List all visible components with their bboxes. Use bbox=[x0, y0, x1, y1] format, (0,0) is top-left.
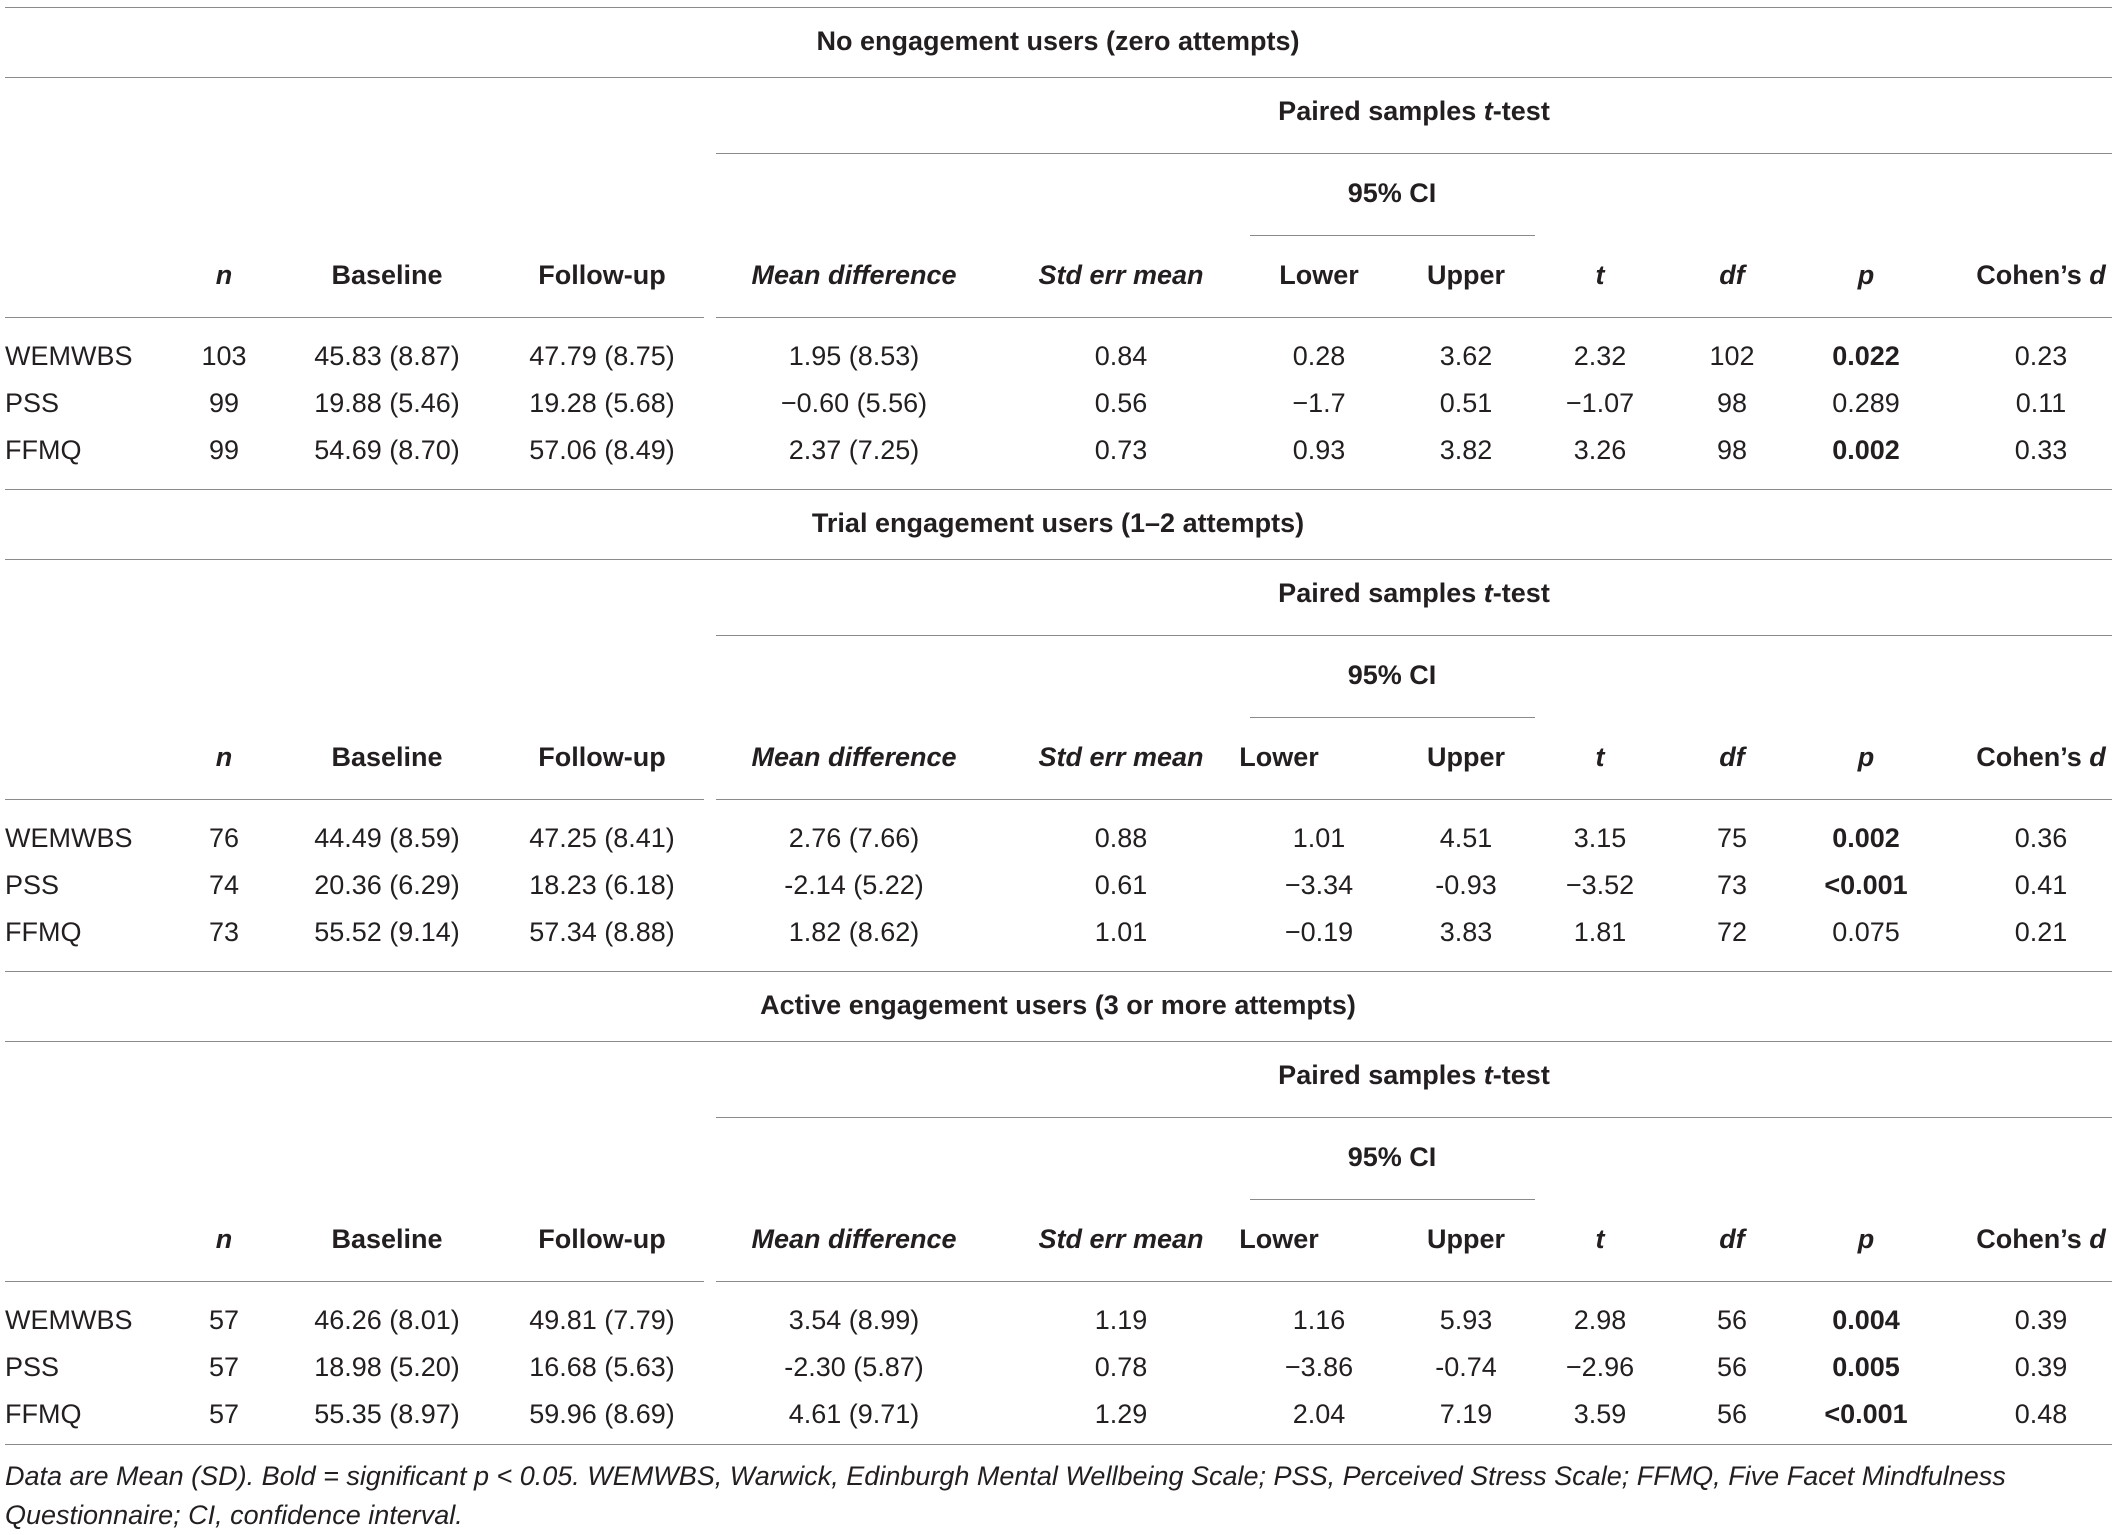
paired-ttest-header: Paired samples t-test bbox=[1278, 96, 1550, 126]
paired-rule bbox=[716, 153, 2112, 154]
col-header-p: p bbox=[1857, 742, 1875, 772]
cell-cohen: 0.33 bbox=[2014, 435, 2068, 465]
cell-baseline: 46.26 (8.01) bbox=[314, 1305, 460, 1335]
col-header-meandiff: Mean difference bbox=[751, 742, 957, 772]
cell-p: <0.001 bbox=[1824, 1399, 1908, 1429]
cell-p: <0.001 bbox=[1824, 870, 1908, 900]
cell-df: 56 bbox=[1716, 1399, 1748, 1429]
col-header-lower: Lower bbox=[1279, 260, 1359, 290]
table-bottom-rule bbox=[5, 1444, 2112, 1445]
cell-meandiff: −0.60 (5.56) bbox=[780, 388, 928, 418]
cell-n: 99 bbox=[208, 435, 240, 465]
header-rule-left bbox=[5, 317, 704, 318]
col-header-t: t bbox=[1595, 260, 1605, 290]
cell-followup: 16.68 (5.63) bbox=[529, 1352, 675, 1382]
col-header-lower: Lower bbox=[1239, 1224, 1319, 1254]
row-label: FFMQ bbox=[5, 435, 82, 465]
cell-upper: 5.93 bbox=[1439, 1305, 1493, 1335]
col-header-df: df bbox=[1719, 742, 1745, 772]
cell-cohen: 0.36 bbox=[2014, 823, 2068, 853]
col-header-followup: Follow-up bbox=[538, 742, 666, 772]
col-header-upper: Upper bbox=[1426, 1224, 1506, 1254]
col-header-cohen: Cohen’s d bbox=[1976, 1224, 2106, 1254]
row-label: PSS bbox=[5, 1352, 60, 1382]
ci-rule bbox=[1250, 717, 1535, 718]
cell-baseline: 54.69 (8.70) bbox=[314, 435, 460, 465]
paired-rule bbox=[716, 1117, 2112, 1118]
cell-lower: 1.01 bbox=[1292, 823, 1346, 853]
col-header-n: n bbox=[215, 260, 233, 290]
section-top-rule bbox=[5, 489, 2112, 490]
cell-meandiff: 4.61 (9.71) bbox=[788, 1399, 920, 1429]
section-title-rule bbox=[5, 77, 2112, 78]
section-top-rule bbox=[5, 971, 2112, 972]
cell-upper: -0.74 bbox=[1435, 1352, 1497, 1382]
cell-p: 0.022 bbox=[1832, 341, 1900, 371]
col-header-baseline: Baseline bbox=[331, 1224, 443, 1254]
cell-n: 57 bbox=[208, 1399, 240, 1429]
header-rule-left bbox=[5, 799, 704, 800]
cell-df: 98 bbox=[1716, 435, 1748, 465]
cell-upper: 0.51 bbox=[1439, 388, 1493, 418]
col-header-followup: Follow-up bbox=[538, 260, 666, 290]
cell-t: 2.98 bbox=[1573, 1305, 1627, 1335]
cell-lower: −1.7 bbox=[1292, 388, 1346, 418]
col-header-cohen: Cohen’s d bbox=[1976, 260, 2106, 290]
col-header-meandiff: Mean difference bbox=[751, 1224, 957, 1254]
cell-cohen: 0.48 bbox=[2014, 1399, 2068, 1429]
cell-upper: -0.93 bbox=[1435, 870, 1497, 900]
cell-stderr: 1.19 bbox=[1094, 1305, 1148, 1335]
cell-baseline: 19.88 (5.46) bbox=[314, 388, 460, 418]
cell-cohen: 0.39 bbox=[2014, 1352, 2068, 1382]
col-header-n: n bbox=[215, 742, 233, 772]
cell-followup: 47.79 (8.75) bbox=[529, 341, 675, 371]
cell-lower: −3.34 bbox=[1284, 870, 1354, 900]
cell-meandiff: 2.37 (7.25) bbox=[788, 435, 920, 465]
cell-baseline: 55.35 (8.97) bbox=[314, 1399, 460, 1429]
col-header-followup: Follow-up bbox=[538, 1224, 666, 1254]
cell-stderr: 1.29 bbox=[1094, 1399, 1148, 1429]
cell-baseline: 18.98 (5.20) bbox=[314, 1352, 460, 1382]
col-header-p: p bbox=[1857, 1224, 1875, 1254]
cell-cohen: 0.23 bbox=[2014, 341, 2068, 371]
cell-n: 57 bbox=[208, 1352, 240, 1382]
cell-df: 73 bbox=[1716, 870, 1748, 900]
cell-cohen: 0.21 bbox=[2014, 917, 2068, 947]
cell-p: 0.075 bbox=[1832, 917, 1900, 947]
cell-followup: 47.25 (8.41) bbox=[529, 823, 675, 853]
cell-upper: 7.19 bbox=[1439, 1399, 1493, 1429]
cell-followup: 49.81 (7.79) bbox=[529, 1305, 675, 1335]
col-header-upper: Upper bbox=[1426, 260, 1506, 290]
paired-rule bbox=[716, 635, 2112, 636]
row-label: PSS bbox=[5, 388, 60, 418]
cell-baseline: 45.83 (8.87) bbox=[314, 341, 460, 371]
col-header-meandiff: Mean difference bbox=[751, 260, 957, 290]
row-label: PSS bbox=[5, 870, 60, 900]
section-title-rule bbox=[5, 1041, 2112, 1042]
col-header-df: df bbox=[1719, 1224, 1745, 1254]
cell-df: 75 bbox=[1716, 823, 1748, 853]
cell-cohen: 0.39 bbox=[2014, 1305, 2068, 1335]
cell-followup: 18.23 (6.18) bbox=[529, 870, 675, 900]
cell-stderr: 0.84 bbox=[1094, 341, 1148, 371]
cell-n: 57 bbox=[208, 1305, 240, 1335]
col-header-cohen: Cohen’s d bbox=[1976, 742, 2106, 772]
ci-header: 95% CI bbox=[1347, 1142, 1437, 1172]
section-title-rule bbox=[5, 559, 2112, 560]
section-top-rule bbox=[5, 7, 2112, 8]
header-rule-right bbox=[716, 799, 2112, 800]
cell-stderr: 0.56 bbox=[1094, 388, 1148, 418]
cell-lower: 0.28 bbox=[1292, 341, 1346, 371]
cell-stderr: 1.01 bbox=[1094, 917, 1148, 947]
row-label: WEMWBS bbox=[5, 823, 133, 853]
cell-n: 76 bbox=[208, 823, 240, 853]
table-footnote: Data are Mean (SD). Bold = significant p < 0.05. WEMWBS, Warwick, Edinburgh Mental Wellbeing Scale; PSS, Perceived Stress Scale; FFMQ, Five Facet Mindfulness Questionnaire; CI, confidence interval. bbox=[5, 1461, 2006, 1530]
cell-upper: 4.51 bbox=[1439, 823, 1493, 853]
cell-cohen: 0.11 bbox=[2015, 388, 2067, 418]
cell-stderr: 0.78 bbox=[1094, 1352, 1148, 1382]
col-header-baseline: Baseline bbox=[331, 742, 443, 772]
cell-followup: 19.28 (5.68) bbox=[529, 388, 675, 418]
row-label: WEMWBS bbox=[5, 341, 133, 371]
col-header-stderr: Std err mean bbox=[1038, 260, 1204, 290]
cell-lower: 2.04 bbox=[1292, 1399, 1346, 1429]
cell-t: 2.32 bbox=[1573, 341, 1627, 371]
col-header-t: t bbox=[1595, 1224, 1605, 1254]
cell-n: 74 bbox=[208, 870, 240, 900]
row-label: FFMQ bbox=[5, 917, 82, 947]
header-rule-left bbox=[5, 1281, 704, 1282]
cell-p: 0.002 bbox=[1832, 435, 1900, 465]
cell-t: 1.81 bbox=[1573, 917, 1627, 947]
cell-meandiff: 2.76 (7.66) bbox=[788, 823, 920, 853]
header-rule-right bbox=[716, 317, 2112, 318]
cell-baseline: 44.49 (8.59) bbox=[314, 823, 460, 853]
col-header-lower: Lower bbox=[1239, 742, 1319, 772]
cell-baseline: 55.52 (9.14) bbox=[314, 917, 460, 947]
col-header-stderr: Std err mean bbox=[1038, 1224, 1204, 1254]
cell-baseline: 20.36 (6.29) bbox=[314, 870, 460, 900]
cell-t: 3.15 bbox=[1573, 823, 1627, 853]
ci-header: 95% CI bbox=[1347, 178, 1437, 208]
paired-ttest-header: Paired samples t-test bbox=[1278, 578, 1550, 608]
cell-followup: 59.96 (8.69) bbox=[529, 1399, 675, 1429]
col-header-stderr: Std err mean bbox=[1038, 742, 1204, 772]
cell-upper: 3.83 bbox=[1439, 917, 1493, 947]
cell-t: −1.07 bbox=[1565, 388, 1635, 418]
cell-n: 99 bbox=[208, 388, 240, 418]
cell-df: 72 bbox=[1716, 917, 1748, 947]
cell-meandiff: -2.14 (5.22) bbox=[784, 870, 924, 900]
cell-df: 56 bbox=[1716, 1305, 1748, 1335]
cell-t: −2.96 bbox=[1565, 1352, 1635, 1382]
cell-t: 3.59 bbox=[1573, 1399, 1627, 1429]
cell-df: 102 bbox=[1709, 341, 1755, 371]
cell-stderr: 0.73 bbox=[1094, 435, 1148, 465]
ci-rule bbox=[1250, 235, 1535, 236]
cell-followup: 57.06 (8.49) bbox=[529, 435, 675, 465]
section-title: Trial engagement users (1–2 attempts) bbox=[811, 508, 1305, 538]
cell-p: 0.005 bbox=[1832, 1352, 1900, 1382]
cell-t: 3.26 bbox=[1573, 435, 1627, 465]
cell-n: 73 bbox=[208, 917, 240, 947]
cell-df: 56 bbox=[1716, 1352, 1748, 1382]
cell-meandiff: -2.30 (5.87) bbox=[784, 1352, 924, 1382]
ci-header: 95% CI bbox=[1347, 660, 1437, 690]
cell-meandiff: 1.82 (8.62) bbox=[788, 917, 920, 947]
cell-cohen: 0.41 bbox=[2014, 870, 2068, 900]
cell-p: 0.289 bbox=[1832, 388, 1900, 418]
cell-lower: −3.86 bbox=[1284, 1352, 1354, 1382]
cell-t: −3.52 bbox=[1565, 870, 1635, 900]
cell-n: 103 bbox=[201, 341, 247, 371]
row-label: FFMQ bbox=[5, 1399, 82, 1429]
cell-df: 98 bbox=[1716, 388, 1748, 418]
col-header-n: n bbox=[215, 1224, 233, 1254]
section-title: No engagement users (zero attempts) bbox=[816, 26, 1300, 56]
header-rule-right bbox=[716, 1281, 2112, 1282]
cell-meandiff: 3.54 (8.99) bbox=[788, 1305, 920, 1335]
col-header-p: p bbox=[1857, 260, 1875, 290]
col-header-baseline: Baseline bbox=[331, 260, 443, 290]
col-header-upper: Upper bbox=[1426, 742, 1506, 772]
cell-upper: 3.82 bbox=[1439, 435, 1493, 465]
row-label: WEMWBS bbox=[5, 1305, 133, 1335]
cell-lower: 1.16 bbox=[1292, 1305, 1346, 1335]
col-header-t: t bbox=[1595, 742, 1605, 772]
cell-stderr: 0.88 bbox=[1094, 823, 1148, 853]
col-header-df: df bbox=[1719, 260, 1745, 290]
cell-lower: 0.93 bbox=[1292, 435, 1346, 465]
ci-rule bbox=[1250, 1199, 1535, 1200]
cell-meandiff: 1.95 (8.53) bbox=[788, 341, 920, 371]
cell-p: 0.004 bbox=[1832, 1305, 1900, 1335]
section-title: Active engagement users (3 or more attempts) bbox=[760, 990, 1356, 1020]
cell-followup: 57.34 (8.88) bbox=[529, 917, 675, 947]
cell-lower: −0.19 bbox=[1284, 917, 1354, 947]
paired-ttest-header: Paired samples t-test bbox=[1278, 1060, 1550, 1090]
cell-p: 0.002 bbox=[1832, 823, 1900, 853]
cell-stderr: 0.61 bbox=[1094, 870, 1148, 900]
cell-upper: 3.62 bbox=[1439, 341, 1493, 371]
